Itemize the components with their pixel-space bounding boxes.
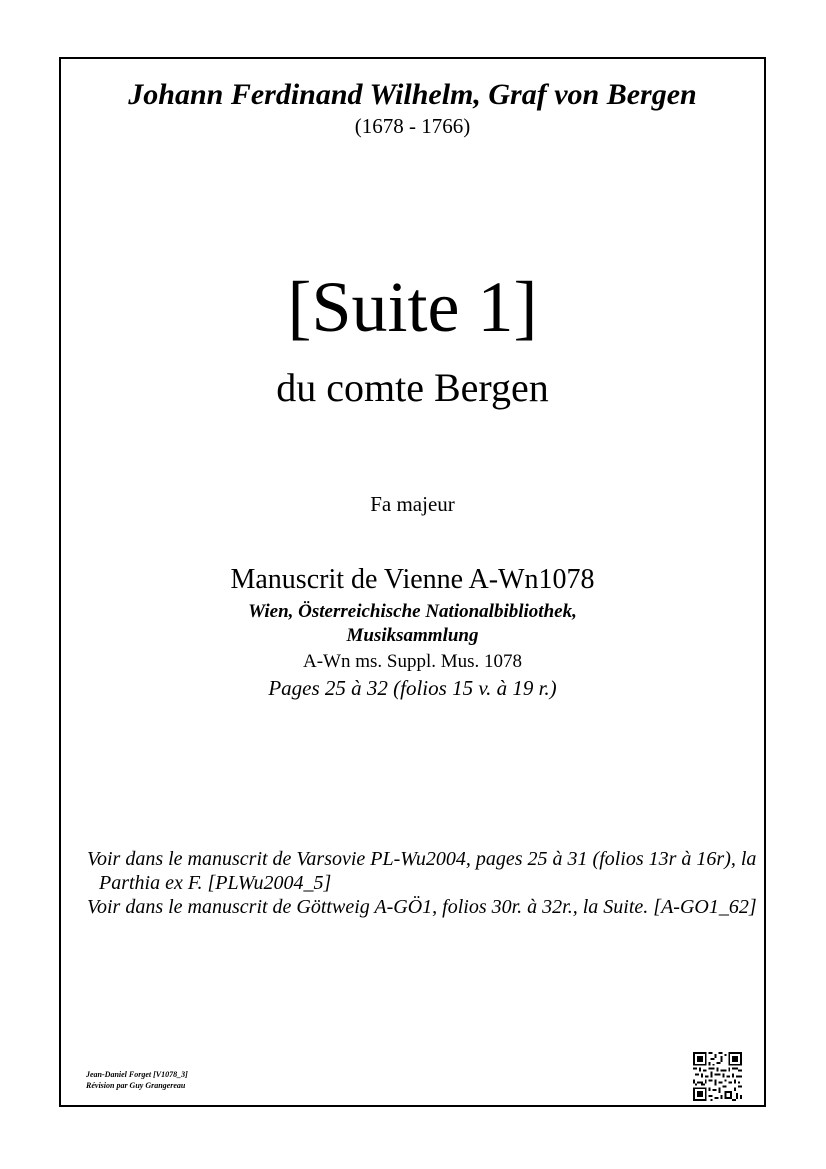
credit-reviewer: Révision par Guy Grangereau <box>86 1081 186 1090</box>
note-gottweig: Voir dans le manuscrit de Göttweig A-GÖ1, folios 30r. à 32r., la Suite. [A-GO1_62] <box>87 896 757 918</box>
composer-dates: (1678 - 1766) <box>354 114 471 138</box>
manuscript-place-line1: Wien, Österreichische Nationalbibliothek, <box>248 601 577 622</box>
credits <box>86 1069 188 1091</box>
work-subtitle: du comte Bergen <box>276 365 549 410</box>
note-varsovie: Voir dans le manuscrit de Varsovie PL-Wu2004, pages 25 à 31 (folios 13r à 16r), la Parthia ex F. [PLWu2004_5] <box>87 848 757 894</box>
page-frame <box>59 57 766 1107</box>
manuscript-pages: Pages 25 à 32 (folios 15 v. à 19 r.) <box>268 676 557 700</box>
concordance-notes <box>87 847 757 919</box>
qr-code-icon <box>693 1052 742 1101</box>
credit-editor: Jean-Daniel Forget [V1078_3] <box>86 1070 188 1079</box>
manuscript-title: Manuscrit de Vienne A-Wn1078 <box>230 564 595 595</box>
key-signature: Fa majeur <box>370 492 455 516</box>
manuscript-place-line2: Musiksammlung <box>346 625 479 646</box>
manuscript-shelfmark: A-Wn ms. Suppl. Mus. 1078 <box>302 651 523 672</box>
composer-name: Johann Ferdinand Wilhelm, Graf von Bergen <box>128 78 697 111</box>
work-title: [Suite 1] <box>287 267 538 347</box>
